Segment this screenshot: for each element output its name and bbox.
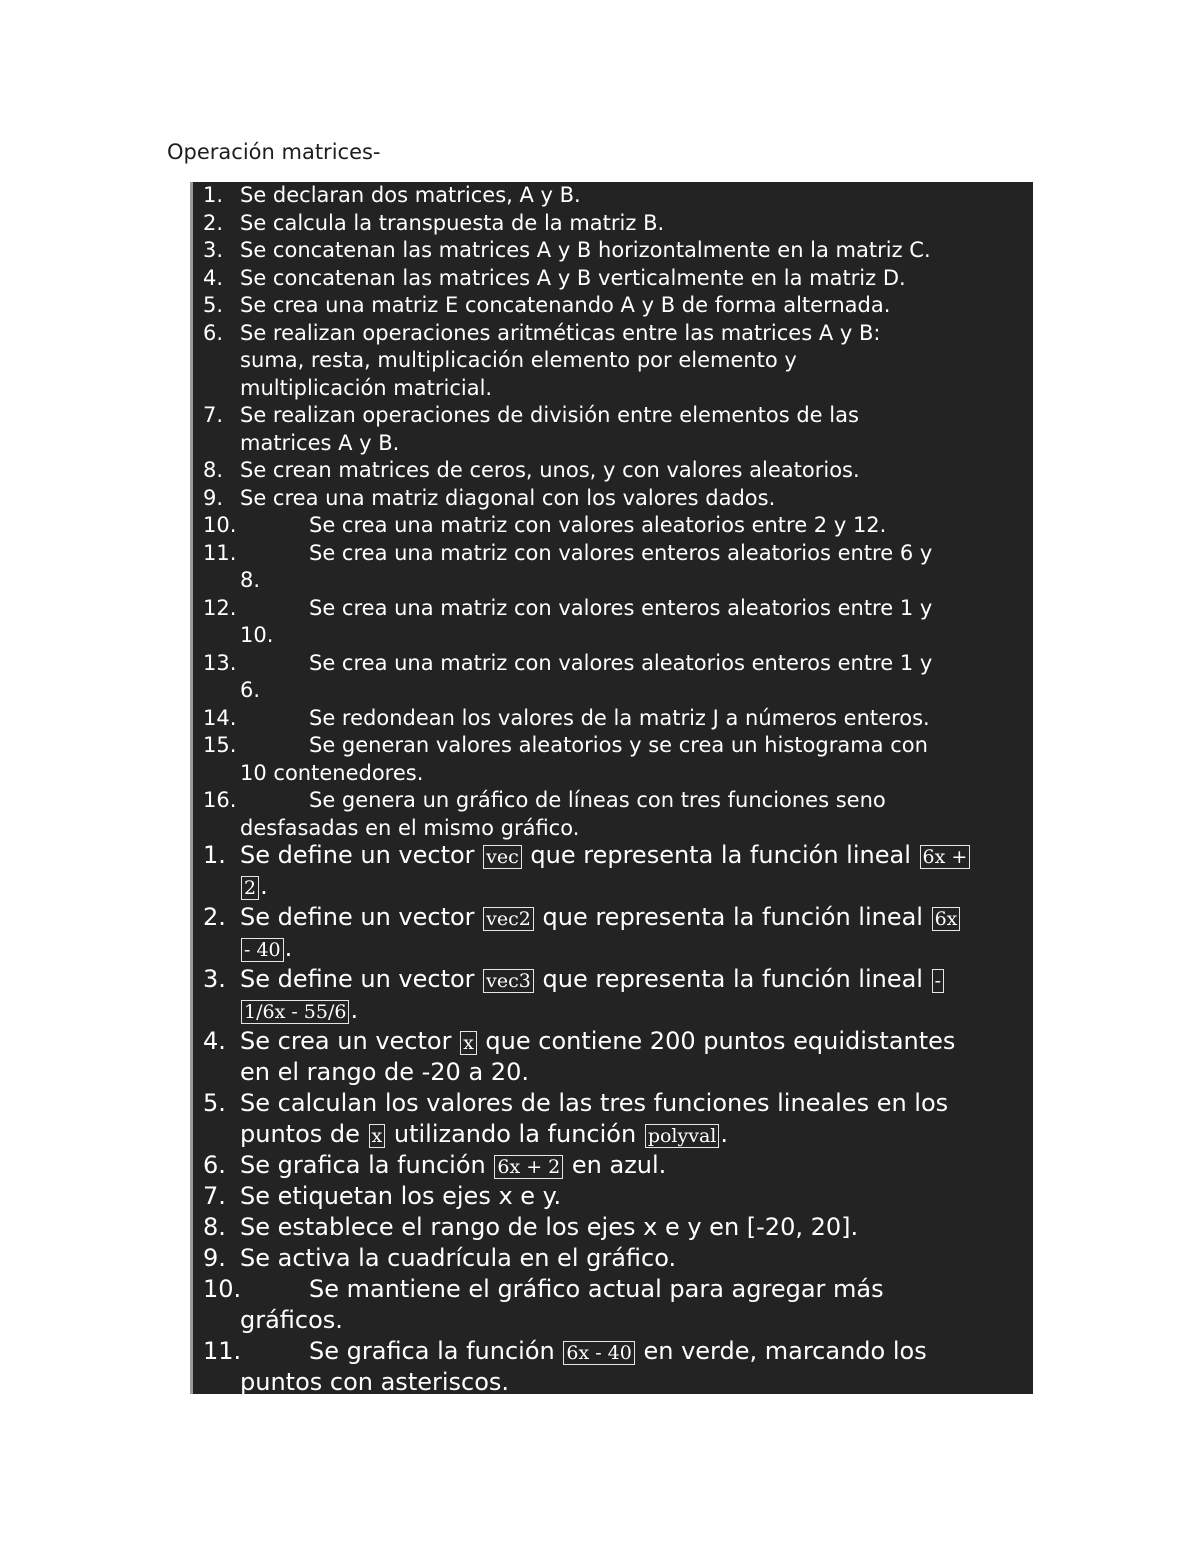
inline-code: 2 [241,876,259,900]
inline-code: polyval [645,1124,720,1148]
item-text-continuation: 10. [240,623,274,647]
item-text-continuation: en el rango de -20 a 20. [240,1058,529,1086]
list-item [193,1212,1033,1243]
list-item [193,485,1033,513]
item-number: 8. [203,1213,226,1241]
text-run: puntos de [240,1120,368,1148]
item-text-continuation: matrices A y B. [240,430,400,455]
text-run: . [260,872,268,900]
item-text: Se concatenan las matrices A y B horizontalmente en la matriz C. [240,238,931,262]
item-text: Se crea una matriz E concatenando A y B de forma alternada. [240,293,891,317]
list-item [193,265,1033,293]
item-text-continuation: 10 contenedores. [240,760,424,785]
item-text: Se mantiene el gráfico actual para agregar más [309,1275,884,1303]
text-run: Se define un vector [240,841,483,869]
text-run: en azul. [564,1151,667,1179]
list-item [193,457,1033,485]
text-run: . [720,1120,729,1148]
item-text: Se establece el rango de los ejes x e y en [-20, 20]. [240,1213,859,1241]
list-item [193,902,1033,964]
inline-code: x [460,1031,477,1055]
item-text: Se concatenan las matrices A y B verticalmente en la matriz D. [240,265,906,290]
list-item [193,1336,1033,1394]
list-item [193,650,1033,705]
item-text-continuation [240,1119,728,1150]
inline-code: 1/6x - 55/6 [241,1000,349,1024]
list-item [193,237,1033,265]
item-number: 6. [203,1151,226,1179]
list-item [193,595,1033,650]
item-number: 6. [203,320,224,345]
vector-steps-list [193,840,1033,1394]
item-text-continuation: multiplicación matricial. [240,375,493,400]
text-run: que representa la función lineal [522,841,919,869]
item-number: 11. [203,540,237,565]
item-number: 9. [203,485,224,510]
list-item [193,1026,1033,1088]
item-text: Se declaran dos matrices, A y B. [240,183,581,207]
item-number: 9. [203,1244,226,1272]
item-text: Se generan valores aleatorios y se crea un histograma con [309,733,928,757]
item-text: Se realizan operaciones de división entre elementos de las [240,403,859,427]
list-item [193,1150,1033,1181]
list-item [193,840,1033,902]
item-text [240,1026,955,1057]
text-run: Se grafica la función [309,1337,563,1365]
list-item [193,1181,1033,1212]
item-text-continuation: gráficos. [240,1306,343,1334]
list-item [193,787,1033,842]
inline-code: 6x + [920,845,971,869]
item-number: 2. [203,903,226,931]
item-number: 7. [203,403,224,427]
text-run: . [350,996,359,1024]
item-text [309,1336,927,1367]
item-number: 3. [203,965,226,993]
text-run: utilizando la función [386,1120,644,1148]
list-item [193,402,1033,457]
item-number: 4. [203,265,224,290]
inline-code: - 40 [241,938,284,962]
list-item [193,732,1033,787]
matrix-steps-list [193,182,1033,842]
item-text [240,902,961,933]
item-text: Se genera un gráfico de líneas con tres funciones seno [309,788,886,812]
list-item [193,292,1033,320]
text-run: que representa la función lineal [534,965,931,993]
inline-code: 6x - 40 [563,1341,634,1365]
list-item [193,512,1033,540]
item-number: 1. [203,183,224,207]
item-number: 1. [203,841,226,869]
list-item [193,1088,1033,1150]
text-run: que contiene 200 puntos equidistantes [477,1027,956,1055]
list-item [193,964,1033,1026]
item-number: 13. [203,650,237,675]
code-description-block [190,182,1033,1394]
item-number: 10. [203,1275,242,1303]
inline-code: vec [483,845,522,869]
inline-code: x [369,1124,386,1148]
text-run: Se define un vector [240,965,483,993]
item-text-continuation [240,871,268,902]
item-text: Se redondean los valores de la matriz J a números enteros. [309,705,930,730]
item-number: 2. [203,210,224,235]
inline-code: vec2 [483,907,534,931]
item-number: 5. [203,293,224,317]
inline-code: 6x + 2 [494,1155,563,1179]
item-number: 12. [203,595,237,620]
item-text [240,1150,666,1181]
item-text: Se crean matrices de ceros, unos, y con valores aleatorios. [240,458,860,482]
list-item [193,320,1033,403]
item-text: Se realizan operaciones aritméticas entre las matrices A y B: [240,320,881,345]
list-item [193,705,1033,733]
item-text-continuation: suma, resta, multiplicación elemento por elemento y [240,348,797,372]
text-run: Se grafica la función [240,1151,494,1179]
item-text: Se etiquetan los ejes x e y. [240,1182,562,1210]
item-text: Se crea una matriz con valores enteros aleatorios entre 6 y [309,540,933,565]
list-item [193,1243,1033,1274]
text-run: en verde, marcando los [635,1337,927,1365]
item-text-continuation [240,933,292,964]
item-text-continuation: 6. [240,678,261,702]
item-number: 3. [203,238,224,262]
item-number: 8. [203,458,224,482]
item-text-continuation [240,995,358,1026]
item-text: Se crea una matriz diagonal con los valores dados. [240,485,776,510]
item-number: 4. [203,1027,226,1055]
item-text: Se calcula la transpuesta de la matriz B. [240,210,665,235]
item-text-continuation: desfasadas en el mismo gráfico. [240,815,580,840]
item-number: 16. [203,788,237,812]
text-run: Se define un vector [240,903,483,931]
item-number: 10. [203,513,237,537]
inline-code: vec3 [483,969,534,993]
text-run: Se crea un vector [240,1027,460,1055]
item-text [240,964,945,995]
item-number: 11. [203,1337,242,1365]
item-text: Se calculan los valores de las tres funciones lineales en los [240,1089,949,1117]
item-text: Se activa la cuadrícula en el gráfico. [240,1244,677,1272]
item-text: Se crea una matriz con valores aleatorios enteros entre 1 y [309,650,933,675]
list-item [193,210,1033,238]
list-item [193,540,1033,595]
inline-code: 6x [932,907,961,931]
item-number: 5. [203,1089,226,1117]
item-number: 14. [203,705,237,730]
inline-code: - [932,969,944,993]
list-item [193,182,1033,210]
item-number: 7. [203,1182,226,1210]
item-text [240,840,971,871]
document-title: Operación matrices- [167,140,381,164]
list-item [193,1274,1033,1336]
item-number: 15. [203,733,237,757]
item-text: Se crea una matriz con valores enteros aleatorios entre 1 y [309,595,933,620]
item-text: Se crea una matriz con valores aleatorios entre 2 y 12. [309,513,887,537]
text-run: . [284,934,293,962]
item-text-continuation: 8. [240,568,261,592]
text-run: que representa la función lineal [534,903,931,931]
item-text-continuation: puntos con asteriscos. [240,1368,510,1394]
